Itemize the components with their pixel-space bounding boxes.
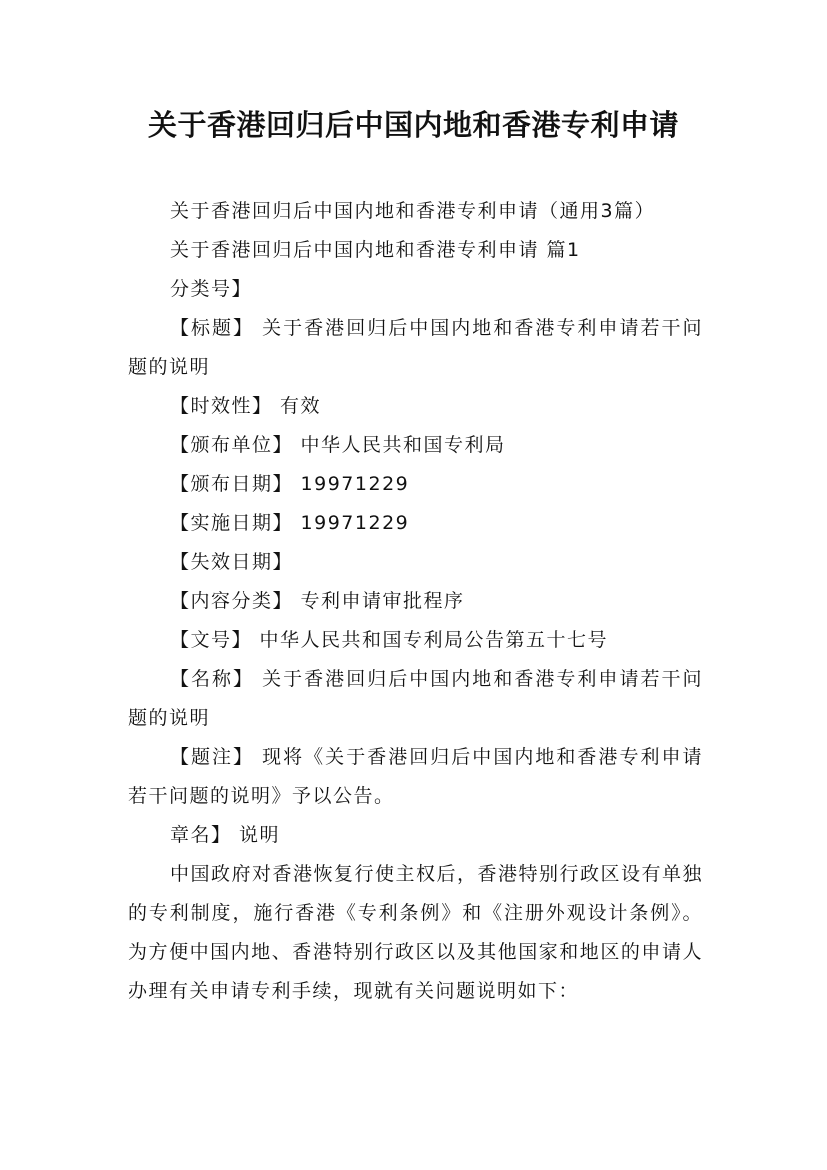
field-document-number: 【文号】 中华人民共和国专利局公告第五十七号 [170, 629, 609, 651]
field-chapter: 章名】 说明 [170, 824, 281, 846]
field-effective-date: 【实施日期】 19971229 [170, 512, 410, 534]
field-content-category: 【内容分类】 专利申请审批程序 [170, 590, 465, 612]
field-name: 【名称】 关于香港回归后中国内地和香港专利申请若干问题的说明 [128, 668, 703, 729]
field-classification: 分类号】 [170, 278, 253, 300]
document-title: 关于香港回归后中国内地和香港专利申请 [147, 108, 679, 142]
paragraph-body: 中国政府对香港恢复行使主权后，香港特别行政区设有单独的专利制度，施行香港《专利条例》和《注册外观设计条例》。为方便中国内地、香港特别行政区以及其他国家和地区的申请人办理有关申请专利手续，现就有关问题说明如下： [128, 863, 704, 1002]
paragraph-collection-title: 关于香港回归后中国内地和香港专利申请（通用3篇） [170, 200, 656, 222]
field-expiry-date: 【失效日期】 [170, 551, 294, 573]
field-issuer: 【颁布单位】 中华人民共和国专利局 [170, 434, 506, 456]
paragraph-article-heading: 关于香港回归后中国内地和香港专利申请 篇1 [170, 239, 581, 261]
document-body [128, 192, 703, 1011]
field-note: 【题注】 现将《关于香港回归后中国内地和香港专利申请若干问题的说明》予以公告。 [128, 746, 703, 807]
field-issue-date: 【颁布日期】 19971229 [170, 473, 410, 495]
field-title: 【标题】 关于香港回归后中国内地和香港专利申请若干问题的说明 [128, 317, 703, 378]
field-validity: 【时效性】 有效 [170, 395, 322, 417]
